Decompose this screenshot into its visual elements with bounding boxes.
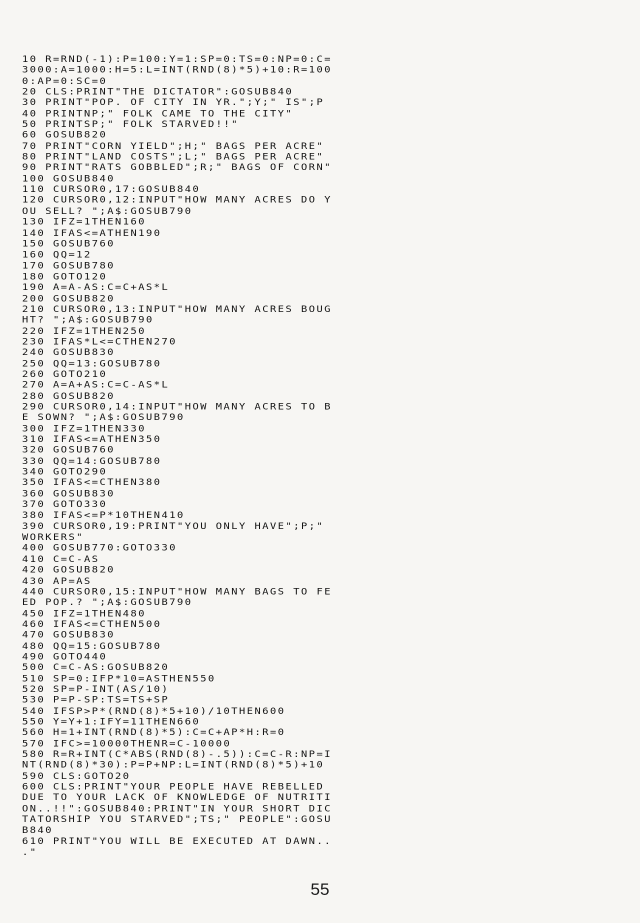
code-line: 110 CURSOR0,17:GOSUB840 [22, 184, 201, 195]
code-line: 580 R=R+INT(C*ABS(RND(8)-.5)):C=C-R:NP=I [22, 749, 332, 760]
code-line: 550 Y=Y+1:IFY=11THEN660 [22, 716, 201, 728]
code-line: 480 QQ=15:GOSUB780 [22, 640, 162, 652]
code-line: 470 GOSUB830 [22, 629, 115, 641]
code-line: 460 IFAS<=CTHEN500 [22, 618, 162, 630]
program-listing [22, 54, 622, 858]
code-line: 290 CURSOR0,14:INPUT"HOW MANY ACRES TO B [22, 401, 332, 413]
code-line: 330 QQ=14:GOSUB780 [22, 455, 162, 467]
code-line: B840 [22, 825, 53, 836]
code-line: 140 IFAS<=ATHEN190 [22, 227, 162, 239]
code-line: NT(RND(8)*30):P=P+NP:L=INT(RND(8)*5)+10 [22, 760, 325, 771]
code-line: 540 IFSP>P*(RND(8)*5+10)/10THEN600 [22, 705, 286, 717]
code-line: 390 CURSOR0,19:PRINT"YOU ONLY HAVE";P;" [22, 521, 325, 532]
code-line: ." [22, 846, 38, 858]
code-line: 430 AP=AS [22, 575, 92, 586]
code-line: 210 CURSOR0,13:INPUT"HOW MANY ACRES BOUG [22, 303, 332, 315]
code-line: 40 PRINTNP;" FOLK CAME TO THE CITY" [22, 108, 294, 119]
code-line: 300 IFZ=1THEN330 [22, 423, 146, 434]
code-line: 200 GOSUB820 [22, 292, 115, 304]
code-line: TATORSHIP YOU STARVED";TS;" PEOPLE":GOSU [22, 814, 332, 825]
code-line: 310 IFAS<=ATHEN350 [22, 434, 162, 445]
code-line: 370 GOTO330 [22, 499, 108, 510]
code-line: 400 GOSUB770:GOTO330 [22, 542, 177, 554]
code-line: 180 GOTO120 [22, 271, 108, 282]
code-line: 280 GOSUB820 [22, 390, 115, 402]
code-line: 500 C=C-AS:GOSUB820 [22, 662, 170, 673]
code-line: 240 GOSUB830 [22, 347, 115, 358]
code-line: 560 H=1+INT(RND(8)*5):C=C+AP*H:R=0 [22, 727, 286, 739]
code-line: 80 PRINT"LAND COSTS";L;" BAGS PER ACRE" [22, 151, 325, 163]
code-line: 120 CURSOR0,12:INPUT"HOW MANY ACRES DO Y [22, 195, 332, 206]
code-line: 230 IFAS*L<=CTHEN270 [22, 336, 177, 347]
code-line: WORKERS" [22, 531, 84, 543]
code-line: 90 PRINT"RATS GOBBLED";R;" BAGS OF CORN" [22, 162, 332, 174]
code-line: ED POP.? ";A$:GOSUB790 [22, 597, 193, 608]
code-line: 380 IFAS<=P*10THEN410 [22, 510, 185, 521]
code-line: 570 IFC>=10000THENR=C-10000 [22, 738, 232, 749]
code-line: E SOWN? ";A$:GOSUB790 [22, 412, 185, 424]
code-line: 320 GOSUB760 [22, 445, 115, 456]
code-line: 440 CURSOR0,15:INPUT"HOW MANY BAGS TO FE [22, 586, 332, 597]
code-line: 190 A=A-AS:C=C+AS*L [22, 282, 170, 293]
code-line: 490 GOTO440 [22, 651, 108, 662]
code-line: 150 GOSUB760 [22, 238, 115, 250]
code-line: HT? ";A$:GOSUB790 [22, 314, 154, 326]
code-line: 250 QQ=13:GOSUB780 [22, 358, 162, 369]
code-line: 360 GOSUB830 [22, 488, 115, 500]
code-line: 60 GOSUB820 [22, 130, 108, 141]
code-line: 170 GOSUB780 [22, 260, 115, 271]
code-line: 0:AP=0:SC=0 [22, 75, 108, 87]
code-line: 410 C=C-AS [22, 553, 100, 565]
code-line: 160 QQ=12 [22, 249, 92, 261]
code-line: ON..!!":GOSUB840:PRINT"IN YOUR SHORT DIC [22, 803, 332, 815]
code-line: 530 P=P-SP:TS=TS+SP [22, 694, 170, 706]
code-line: 340 GOTO290 [22, 466, 108, 478]
code-line: 260 GOTO210 [22, 369, 108, 380]
code-line: 220 IFZ=1THEN250 [22, 325, 146, 337]
code-line: 600 CLS:PRINT"YOUR PEOPLE HAVE REBELLED [22, 781, 325, 793]
code-line: OU SELL? ";A$:GOSUB790 [22, 206, 193, 217]
code-line: 70 PRINT"CORN YIELD";H;" BAGS PER ACRE" [22, 140, 325, 152]
code-line: 100 GOSUB840 [22, 173, 115, 185]
code-line: 20 CLS:PRINT"THE DICTATOR":GOSUB840 [22, 86, 294, 98]
code-line: DUE TO YOUR LACK OF KNOWLEDGE OF NUTRITI [22, 792, 332, 804]
code-line: 130 IFZ=1THEN160 [22, 216, 146, 228]
code-line: 590 CLS:GOTO20 [22, 770, 131, 782]
page-number: 55 [310, 880, 330, 899]
code-line: 30 PRINT"POP. OF CITY IN YR.";Y;" IS";P [22, 97, 325, 109]
code-line: 450 IFZ=1THEN480 [22, 607, 146, 619]
code-line: 3000:A=1000:H=5:L=INT(RND(8)*5)+10:R=100 [22, 64, 332, 76]
code-line: 50 PRINTSP;" FOLK STARVED!!" [22, 119, 239, 130]
code-line: 610 PRINT"YOU WILL BE EXECUTED AT DAWN.. [22, 836, 332, 847]
code-line: 420 GOSUB820 [22, 564, 115, 576]
code-line: 520 SP=P-INT(AS/10) [22, 684, 170, 695]
code-line: 510 SP=0:IFP*10=ASTHEN550 [22, 673, 216, 684]
code-line: 350 IFAS<=CTHEN380 [22, 477, 162, 489]
code-line: 270 A=A+AS:C=C-AS*L [22, 379, 170, 391]
code-line: 10 R=RND(-1):P=100:Y=1:SP=0:TS=0:NP=0:C= [22, 54, 332, 65]
